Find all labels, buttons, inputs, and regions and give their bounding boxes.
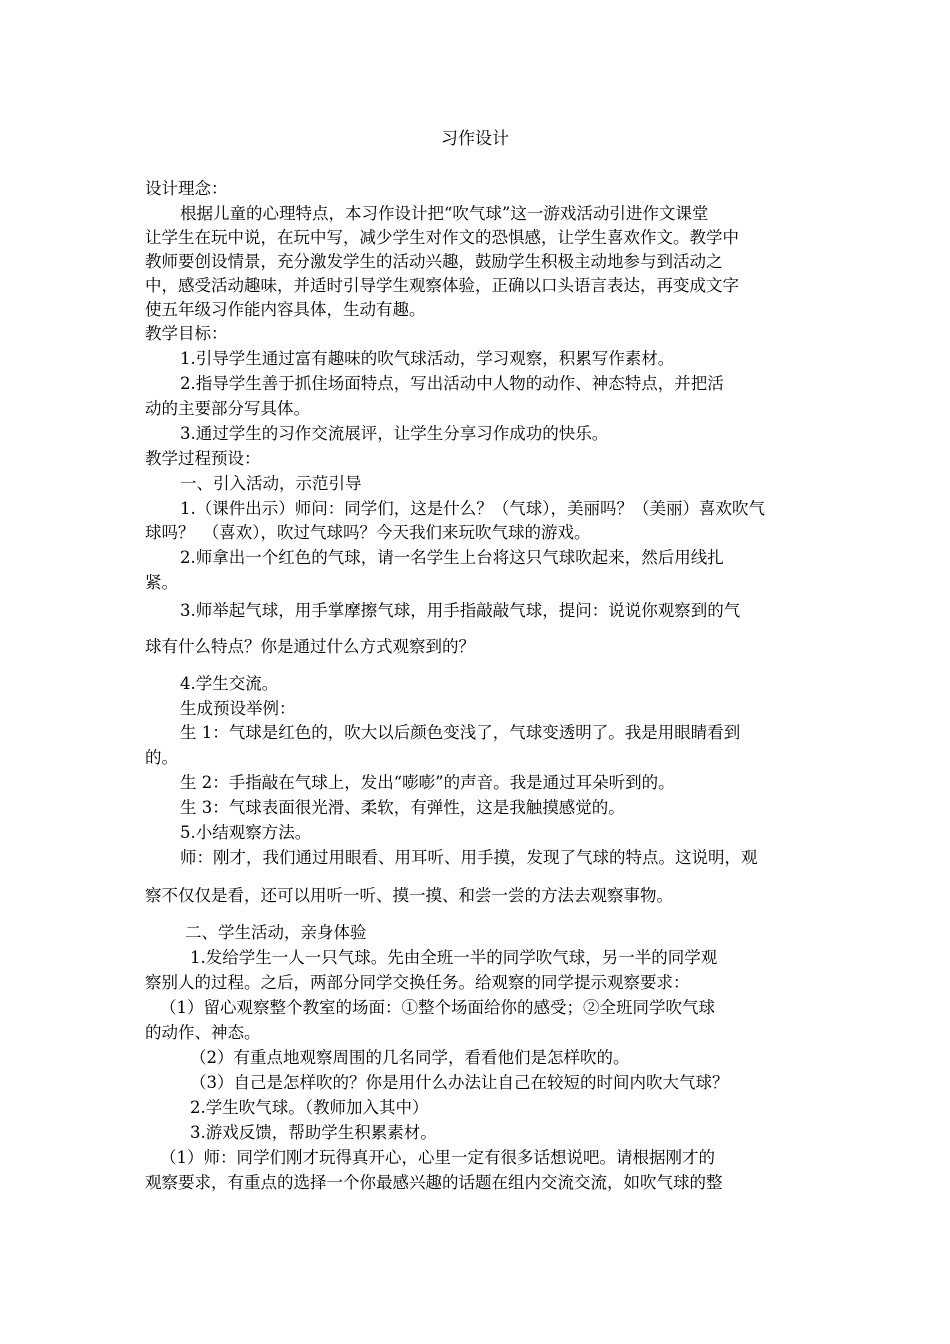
text-line: 5.小结观察方法。 (180, 823, 312, 842)
text-line: 根据儿童的心理特点，本习作设计把“吹气球”这一游戏活动引进作文课堂 (180, 204, 709, 223)
document-title: 习作设计 (441, 129, 509, 149)
text-line: 球有什么特点？你是通过什么方式观察到的？ (145, 637, 475, 656)
text-line: （3）自己是怎样吹的？你是用什么办法让自己在较短的时间内吹大气球？ (190, 1073, 729, 1092)
text-line: 教学过程预设： (145, 449, 261, 468)
text-line: 生 3：气球表面很光滑、柔软，有弹性，这是我触摸感觉的。 (180, 798, 625, 817)
text-line: 动的主要部分写具体。 (145, 399, 310, 418)
text-line: 二、学生活动，亲身体验 (185, 923, 367, 942)
text-line: 师：刚才，我们通过用眼看、用耳听、用手摸，发现了气球的特点。这说明，观 (180, 848, 758, 867)
text-line: 紧。 (145, 573, 178, 592)
text-line: 生 2：手指敲在气球上，发出“嘭嘭”的声音。我是通过耳朵听到的。 (180, 773, 675, 792)
text-line: 设计理念： (145, 179, 228, 198)
text-line: 1.（课件出示）师问：同学们，这是什么？（气球），美丽吗？（美丽）喜欢吹气 (180, 499, 765, 518)
text-line: 1.引导学生通过富有趣味的吹气球活动，学习观察，积累写作素材。 (180, 349, 675, 368)
text-line: 的动作、神态。 (145, 1023, 261, 1042)
text-line: 2.指导学生善于抓住场面特点，写出活动中人物的动作、神态特点，并把活 (180, 374, 724, 393)
text-line: 中，感受活动趣味，并适时引导学生观察体验，正确以口头语言表达，再变成文字 (145, 276, 739, 295)
text-line: 教学目标： (145, 324, 228, 343)
text-line: （1）留心观察整个教室的场面：①整个场面给你的感受；②全班同学吹气球 (160, 998, 715, 1017)
text-line: （1）师：同学们刚才玩得真开心，心里一定有很多话想说吧。请根据刚才的 (160, 1148, 715, 1167)
text-line: 1.发给学生一人一只气球。先由全班一半的同学吹气球，另一半的同学观 (190, 948, 718, 967)
text-line: 教师要创设情景，充分激发学生的活动兴趣，鼓励学生积极主动地参与到活动之 (145, 252, 723, 271)
text-line: （2）有重点地观察周围的几名同学，看看他们是怎样吹的。 (190, 1048, 630, 1067)
text-line: 3.游戏反馈，帮助学生积累素材。 (190, 1123, 437, 1142)
text-line: 使五年级习作能内容具体，生动有趣。 (145, 300, 426, 319)
text-line: 3.师举起气球，用手掌摩擦气球，用手指敲敲气球，提问：说说你观察到的气 (180, 601, 741, 620)
text-line: 察别人的过程。之后，两部分同学交换任务。给观察的同学提示观察要求： (145, 973, 690, 992)
text-line: 让学生在玩中说，在玩中写，减少学生对作文的恐惧感，让学生喜欢作文。教学中 (145, 228, 739, 247)
text-line: 观察要求，有重点的选择一个你最感兴趣的话题在组内交流交流，如吹气球的整 (145, 1173, 723, 1192)
text-line: 察不仅仅是看，还可以用听一听、摸一摸、和尝一尝的方法去观察事物。 (145, 886, 673, 905)
text-line: 3.通过学生的习作交流展评，让学生分享习作成功的快乐。 (180, 424, 609, 443)
text-line: 生 1：气球是红色的，吹大以后颜色变浅了，气球变透明了。我是用眼睛看到 (180, 723, 741, 742)
text-line: 一、引入活动，示范引导 (180, 474, 362, 493)
text-line: 的。 (145, 748, 178, 767)
text-line: 生成预设举例： (180, 699, 296, 718)
text-line: 4.学生交流。 (180, 674, 279, 693)
text-line: 球吗？ （喜欢），吹过气球吗？今天我们来玩吹气球的游戏。 (145, 523, 591, 542)
text-line: 2.学生吹气球。（教师加入其中） (190, 1098, 429, 1117)
text-line: 2.师拿出一个红色的气球，请一名学生上台将这只气球吹起来，然后用线扎 (180, 548, 724, 567)
